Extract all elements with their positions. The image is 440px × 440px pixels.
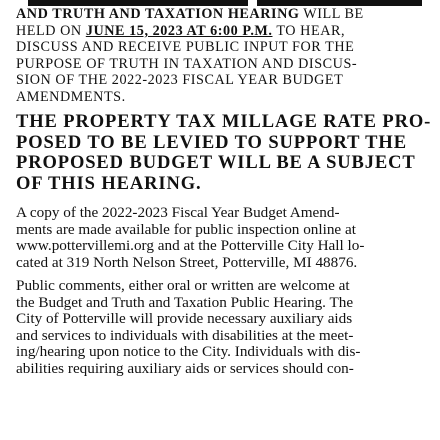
intro-line-text: HELD ON xyxy=(16,22,86,39)
comments-line: the Budget and Truth and Taxation Public Hearing. The xyxy=(16,293,354,311)
copy-availability-paragraph xyxy=(16,205,424,271)
intro-line: AMENDMENTS. xyxy=(16,88,126,105)
public-comments-paragraph xyxy=(16,278,424,378)
intro-line xyxy=(16,23,424,40)
millage-line: OF THIS HEARING. xyxy=(16,173,202,194)
copy-line: A copy of the 2022-2023 Fiscal Year Budget Amend- xyxy=(16,204,340,221)
intro-line: DISCUSS AND RECEIVE PUBLIC INPUT FOR THE xyxy=(16,39,355,56)
intro-line-text: TO HEAR, xyxy=(272,22,346,39)
copy-line: cated at 319 North Nelson Street, Potterville, MI 48876. xyxy=(16,253,358,271)
intro-line-text: WILL BE xyxy=(299,6,364,22)
comments-line: ing/hearing upon notice to the City. Individuals with dis- xyxy=(16,343,361,361)
copy-line: ments are made available for public inspection online at xyxy=(16,220,356,238)
comments-line: and services to individuals with disabilities at the meet- xyxy=(16,326,354,344)
intro-line: SION OF THE 2022-2023 FISCAL YEAR BUDGET xyxy=(16,72,344,89)
hearing-date: JUNE 15, 2023 AT 6:00 P.M. xyxy=(85,22,273,39)
millage-rate-heading xyxy=(16,112,432,194)
copy-line: www.pottervillemi.org and at the Potterville City Hall lo- xyxy=(16,237,365,255)
millage-line: PROPOSED BUDGET WILL BE A SUBJECT xyxy=(16,153,416,173)
comments-line: Public comments, either oral or written are welcome at xyxy=(16,277,350,294)
hearing-title-fragment: AND TRUTH AND TAXATION HEARING xyxy=(16,6,300,22)
intro-line: PURPOSE OF TRUTH IN TAXATION AND DISCUS- xyxy=(16,55,358,72)
intro-line xyxy=(16,6,424,23)
hearing-intro-paragraph xyxy=(16,6,424,106)
millage-line: POSED TO BE LEVIED TO SUPPORT THE xyxy=(16,132,407,153)
millage-line: THE PROPERTY TAX MILLAGE RATE PRO- xyxy=(16,112,432,132)
comments-line: City of Potterville will provide necessary auxiliary aids xyxy=(16,310,353,328)
comments-line: abilities requiring auxiliary aids or services should con- xyxy=(16,359,354,377)
